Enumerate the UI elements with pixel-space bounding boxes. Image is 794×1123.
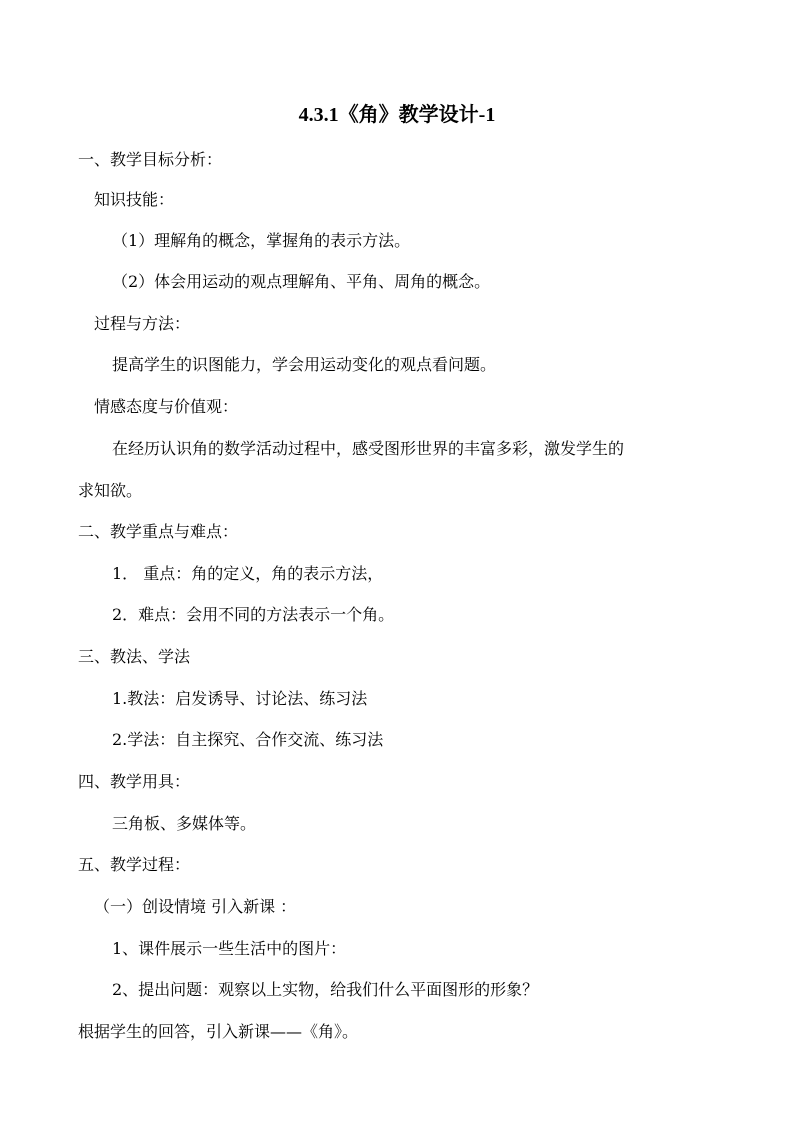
document-title: 4.3.1《角》教学设计-1 [298,104,496,126]
section-heading-process: 五、教学过程： [78,855,191,874]
tools-text: 三角板、多媒体等。 [112,814,257,833]
key-point-item: 1． 重点：角的定义，角的表示方法， [112,564,384,583]
objective-item-2: （2）体会用运动的观点理解角、平角、周角的概念。 [112,272,491,291]
process-item-2: 2、提出问题：观察以上实物，给我们什么平面图形的形象？ [112,980,539,999]
teaching-method-item: 1.教法：启发诱导、讨论法、练习法 [112,689,368,708]
section-heading-tools: 四、教学用具： [78,772,191,791]
subheading-process-methods: 过程与方法： [94,314,191,333]
emotion-values-text-line-1: 在经历认识角的数学活动过程中，感受图形世界的丰富多彩，激发学生的 [112,439,625,458]
subheading-knowledge-skills: 知识技能： [94,190,175,209]
section-heading-objectives: 一、教学目标分析： [78,150,223,169]
difficulty-item: 2．难点：会用不同的方法表示一个角。 [112,605,395,624]
section-heading-methods: 三、教法、学法 [78,647,191,666]
objective-item-1: （1）理解角的概念，掌握角的表示方法。 [112,231,411,250]
subheading-emotion-values: 情感态度与价值观： [94,397,239,416]
process-step-heading-1: （一）创设情境 引入新课 ： [94,897,297,916]
process-methods-text: 提高学生的识图能力，学会用运动变化的观点看问题。 [112,355,497,374]
section-heading-key-points: 二、教学重点与难点： [78,522,239,541]
process-item-1: 1、课件展示一些生活中的图片： [112,939,347,958]
process-conclusion-text: 根据学生的回答，引入新课——《角》。 [78,1022,359,1041]
learning-method-item: 2.学法：自主探究、合作交流、练习法 [112,730,384,749]
emotion-values-text-line-2: 求知欲。 [78,481,143,500]
